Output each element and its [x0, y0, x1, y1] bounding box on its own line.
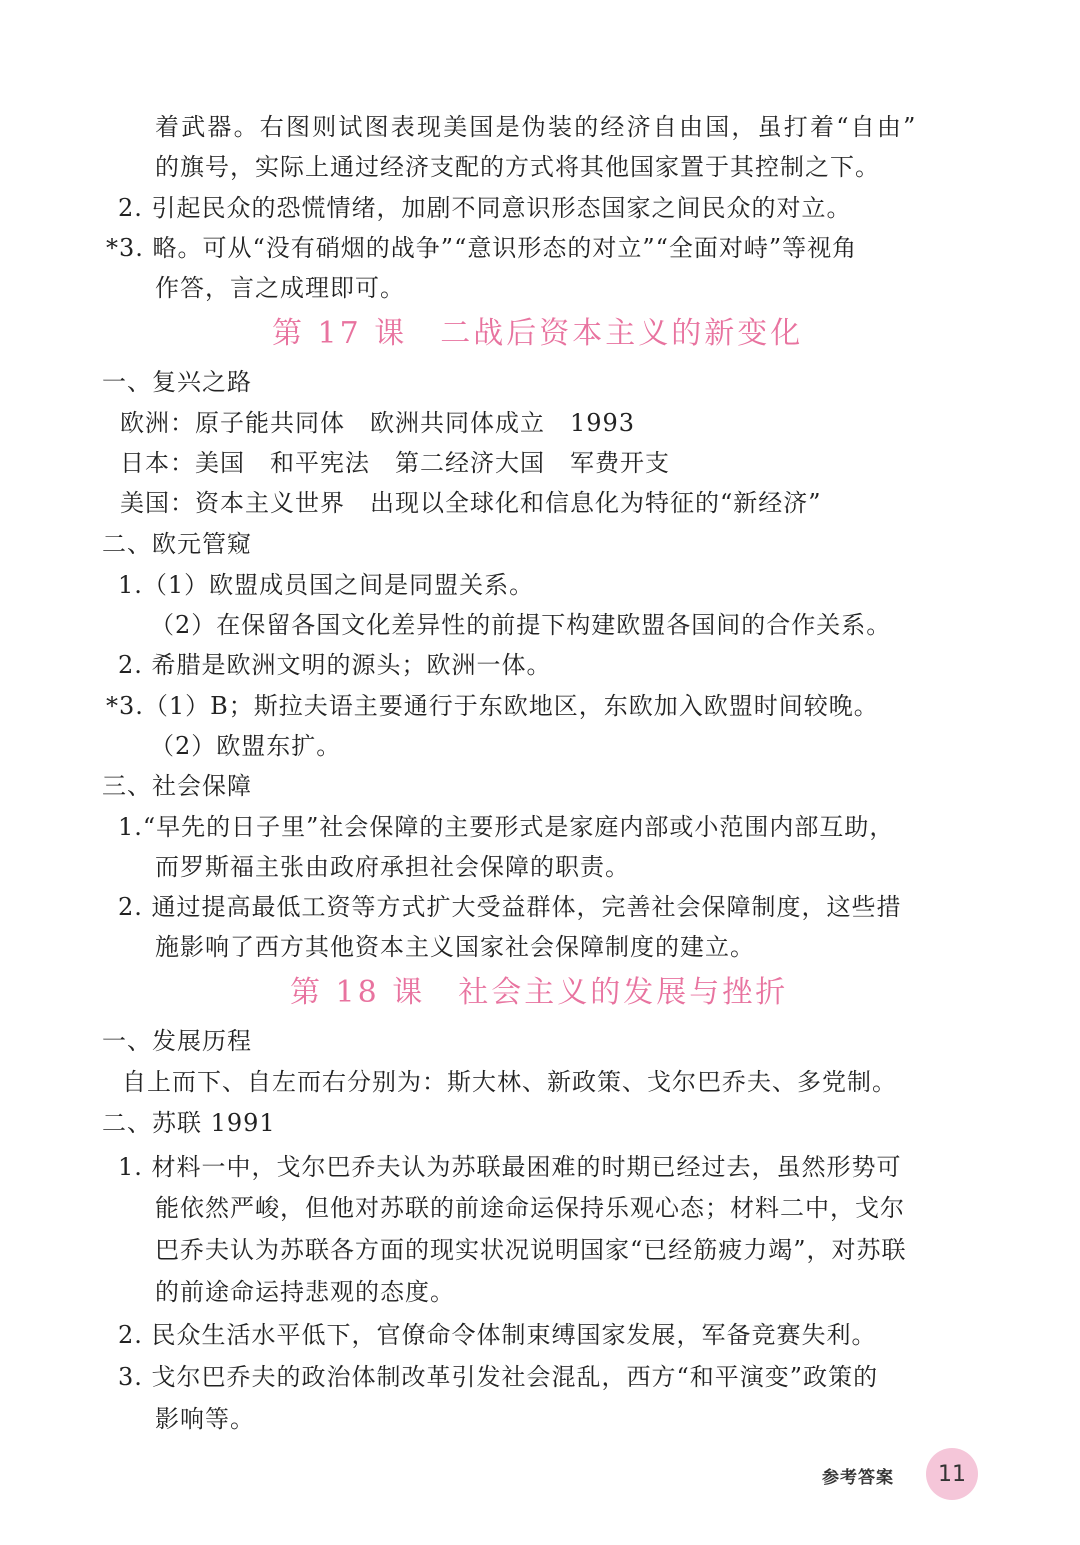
answer-line: 1. 材料一中，戈尔巴乔夫认为苏联最困难的时期已经过去，虽然形势可	[118, 1153, 902, 1181]
answer-line: 能依然严峻，但他对苏联的前途命运保持乐观心态；材料二中，戈尔	[155, 1194, 905, 1222]
answer-line: 作答，言之成理即可。	[155, 274, 405, 302]
answer-line: 而罗斯福主张由政府承担社会保障的职责。	[155, 853, 630, 881]
answer-line: 2. 希腊是欧洲文明的源头；欧洲一体。	[118, 651, 552, 679]
answer-line: 1.“早先的日子里”社会保障的主要形式是家庭内部或小范围内部互助，	[118, 813, 895, 841]
section-title: 三、社会保障	[102, 772, 252, 800]
page-number-badge	[926, 1448, 978, 1500]
answer-line: 施影响了西方其他资本主义国家社会保障制度的建立。	[155, 933, 755, 961]
answer-line: *3.（1）B；斯拉夫语主要通行于东欧地区，东欧加入欧盟时间较晚。	[106, 692, 879, 720]
answer-line: 的前途命运持悲观的态度。	[155, 1278, 455, 1306]
section-title: 二、欧元管窥	[102, 530, 252, 558]
answer-line: 2. 民众生活水平低下，官僚命令体制束缚国家发展，军备竞赛失利。	[118, 1321, 877, 1349]
answer-line: （2）在保留各国文化差异性的前提下构建欧盟各国间的合作关系。	[150, 611, 892, 639]
answer-line: 欧洲：原子能共同体 欧洲共同体成立 1993	[120, 409, 636, 437]
answer-line: （2）欧盟东扩。	[150, 732, 342, 760]
answer-line: 日本：美国 和平宪法 第二经济大国 军费开支	[120, 449, 670, 477]
page-number: 11	[938, 1461, 966, 1487]
section-title: 一、复兴之路	[102, 368, 252, 396]
answer-line: 2. 通过提高最低工资等方式扩大受益群体，完善社会保障制度，这些措	[118, 893, 902, 921]
answer-line: *3. 略。可从“没有硝烟的战争”“意识形态的对立”“全面对峙”等视角	[106, 234, 858, 262]
answer-line: 2. 引起民众的恐慌情绪，加剧不同意识形态国家之间民众的对立。	[118, 194, 852, 222]
answer-line: 3. 戈尔巴乔夫的政治体制改革引发社会混乱，西方“和平演变”政策的	[118, 1363, 879, 1391]
footer-label: 参考答案	[822, 1468, 894, 1488]
answer-line: 巴乔夫认为苏联各方面的现实状况说明国家“已经筋疲力竭”，对苏联	[155, 1236, 907, 1264]
answer-line: 美国：资本主义世界 出现以全球化和信息化为特征的“新经济”	[120, 489, 822, 517]
section-title: 一、发展历程	[102, 1027, 252, 1055]
answer-line: 的旗号，实际上通过经济支配的方式将其他国家置于其控制之下。	[155, 153, 880, 181]
answer-line: 影响等。	[155, 1405, 255, 1433]
answer-line: 1.（1）欧盟成员国之间是同盟关系。	[118, 571, 535, 599]
lesson-18-title: 第 18 课 社会主义的发展与挫折	[290, 975, 789, 1010]
section-title: 二、苏联 1991	[102, 1109, 276, 1137]
answer-line: 着武器。右图则试图表现美国是伪装的经济自由国，虽打着“自由”	[155, 113, 918, 141]
lesson-17-title: 第 17 课 二战后资本主义的新变化	[272, 316, 804, 351]
answer-line: 自上而下、自左而右分别为：斯大林、新政策、戈尔巴乔夫、多党制。	[122, 1068, 897, 1096]
